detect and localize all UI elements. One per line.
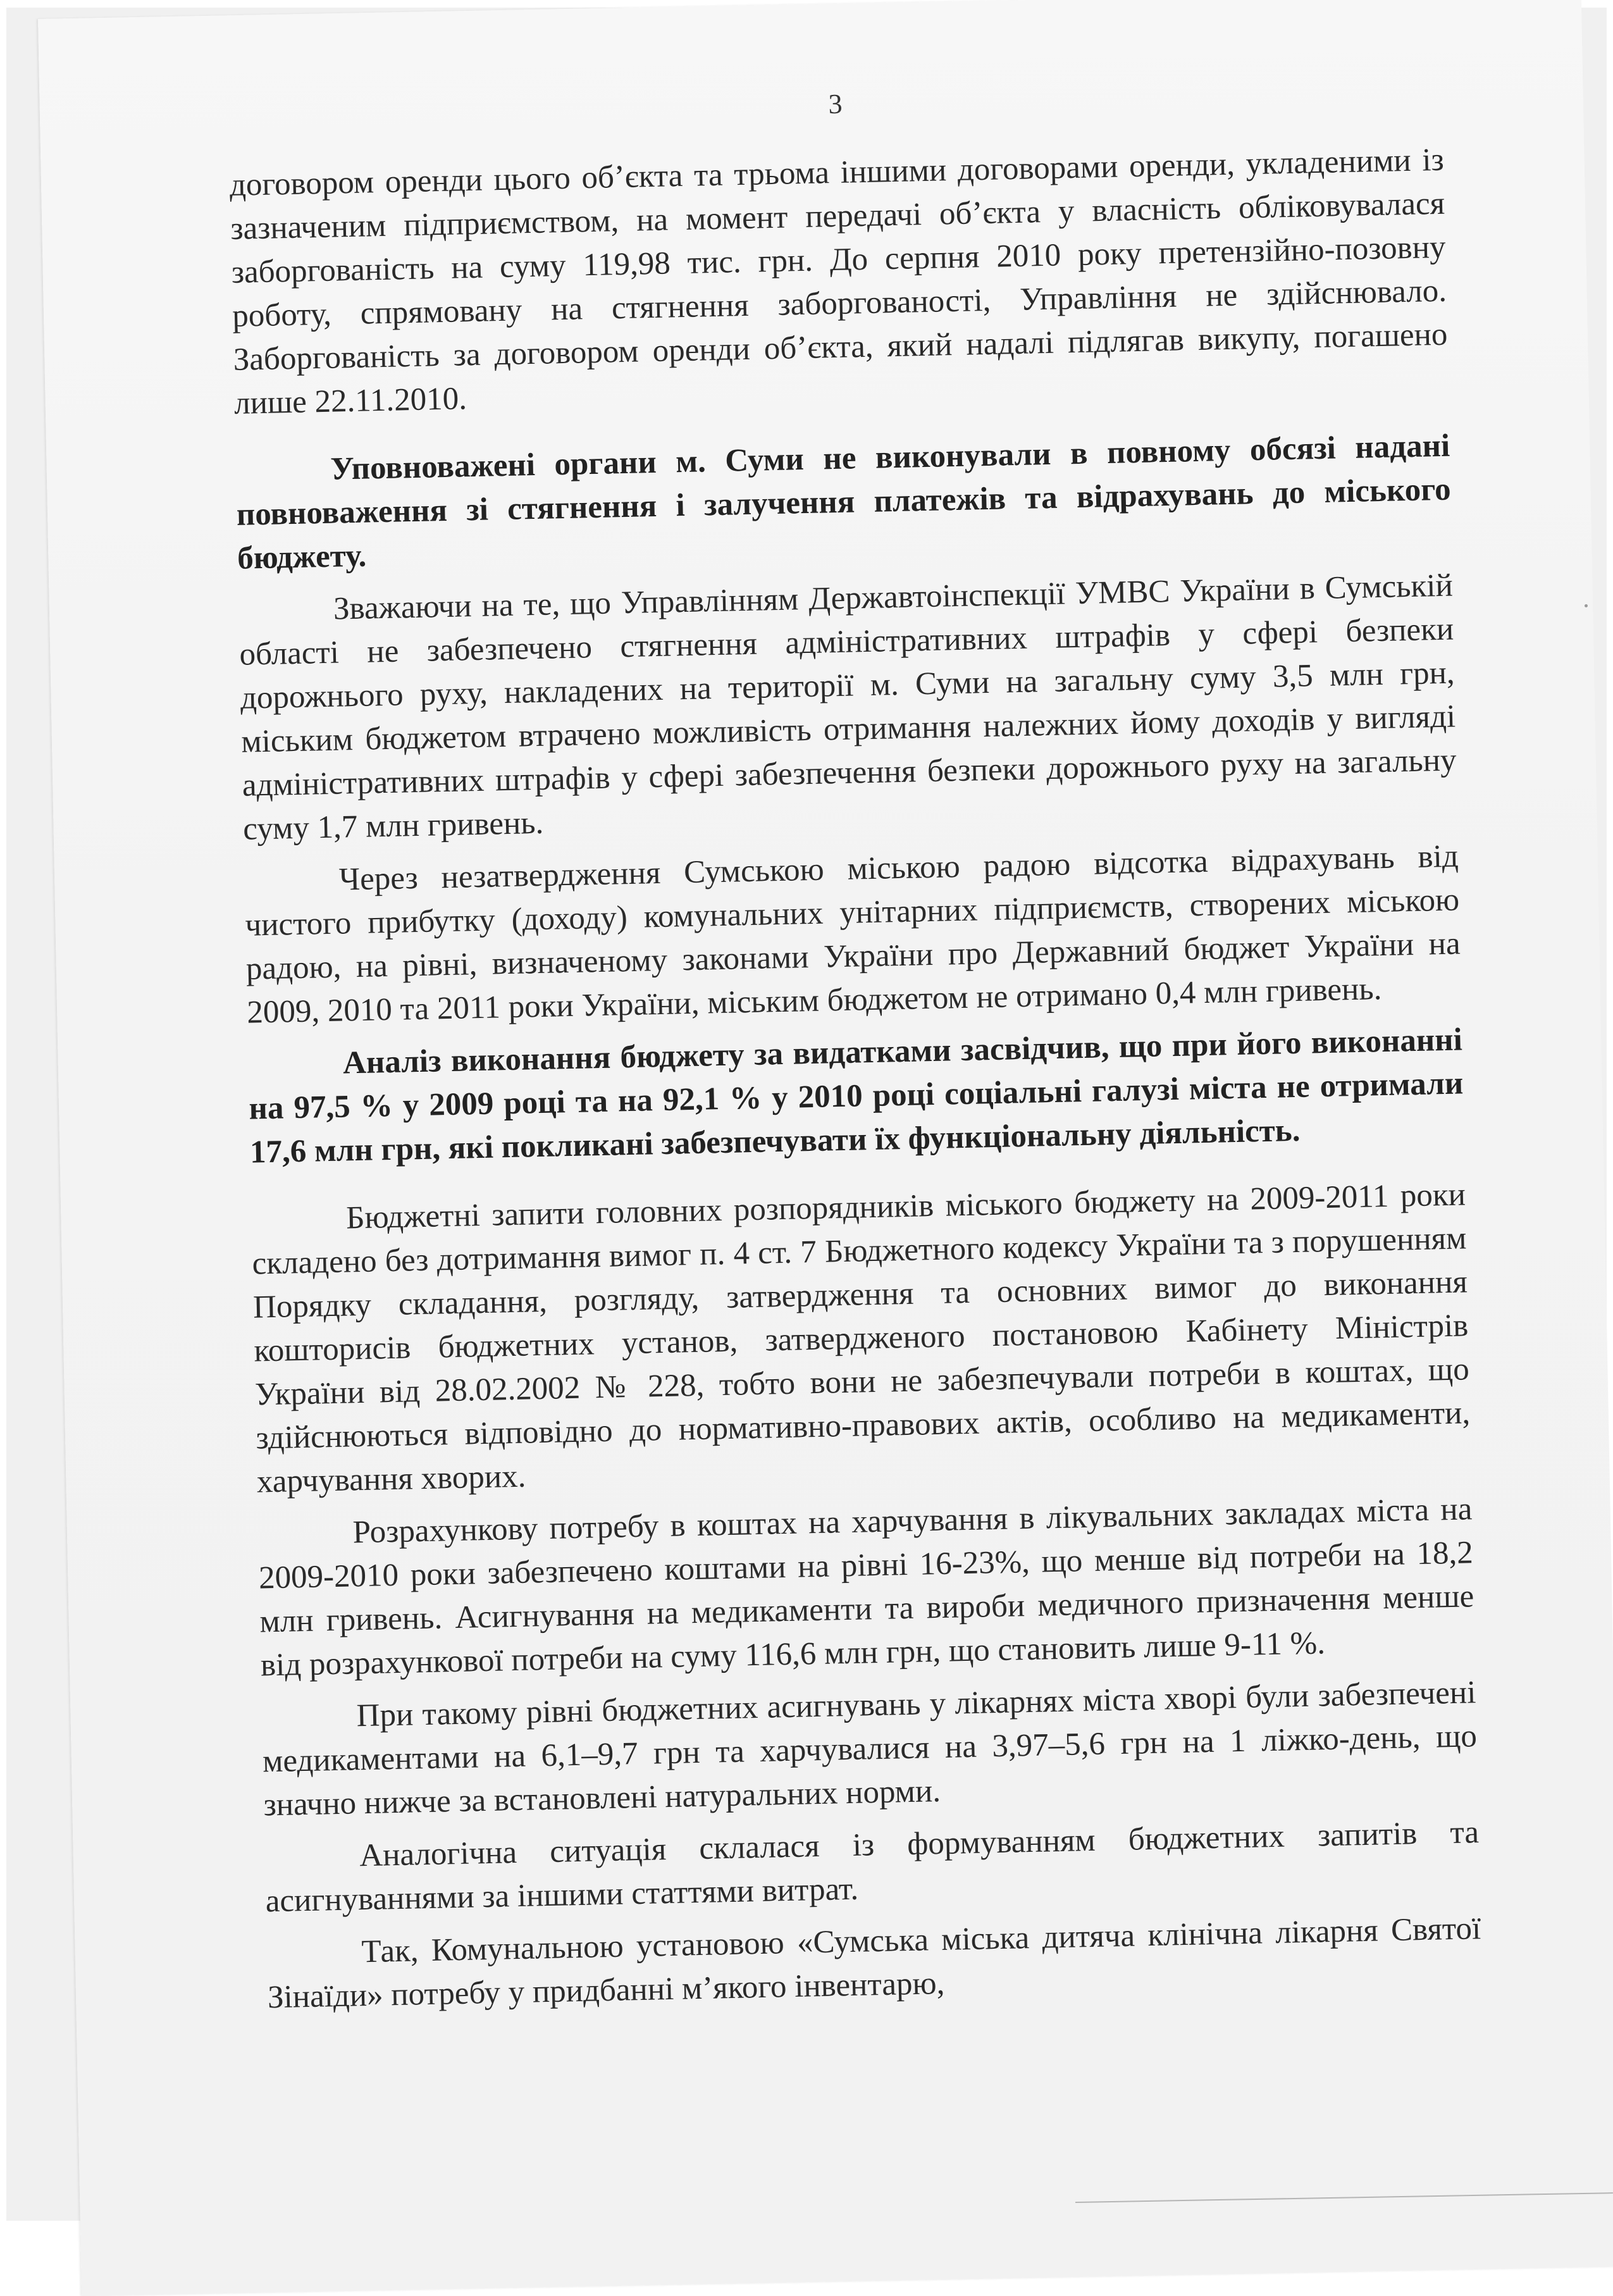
- paragraph-heading-expenditures: Аналіз виконання бюджету за видатками засвідчив, що при його виконанні на 97,5 % у 2009 році та на 92,1 % у 2010 році соціальні галузі міста не отримали 17,6 млн грн, які покликані забезпечувати їх функціональну діяльність.: [248, 1022, 1464, 1170]
- document-page: [228, 70, 1482, 2020]
- paragraph-hospital-allocations: При такому рівні бюджетних асигнувань у лікарнях міста хворі були забезпечені медикаментами на 6,1–9,7 грн та харчувалися на 3,97–5,6 грн на 1 ліжко-день, що значно нижче за встановлені натуральних норми.: [262, 1675, 1478, 1823]
- paragraph-traffic-fines: Зважаючи на те, що Управлінням Державтоінспекції УМВС України в Сумській області не забезпечено стягнення адміністративних штрафів у сфері безпеки дорожнього руху, накладених на території м. Суми на загальну суму 3,5 млн грн, міським бюджетом втрачено можливість отримання належних йому доходів у вигляді адміністративних штрафів у сфері забезпечення безпеки дорожнього руху на загальну суму 1,7 млн гривень.: [238, 568, 1457, 847]
- page-number: 3: [828, 88, 843, 120]
- paragraph-budget-requests: Бюджетні запити головних розпорядників міського бюджету на 2009-2011 роки складено без дотримання вимог п. 4 ст. 7 Бюджетного кодексу України та з порушенням Порядку складання, розгляду, затвердження та основних вимог до виконання кошторисів бюджетних установ, затвердженого постановою Кабінету Міністрів України від 28.02.2002 № 228, тобто вони не забезпечували потреби в коштах, що здійснюються відповідно до нормативно-правових актів, особливо на медикаменти, харчування хворих.: [252, 1177, 1471, 1500]
- paragraph-childrens-hospital: Так, Комунальною установою «Сумська міська дитяча клінічна лікарня Святої Зінаїди» потребу у придбанні м’якого інвентарю,: [267, 1911, 1481, 2016]
- paragraph-similar-situation: Аналогічна ситуація склалася із формуванням бюджетних запитів та асигнуваннями за іншими статтями витрат.: [265, 1815, 1480, 1920]
- paragraph-heading-authorities: Уповноважені органи м. Суми не виконували в повному обсязі надані повноваження зі стягнення і залучення платежів та відрахувань до міського бюджету.: [236, 428, 1452, 576]
- scan-speck: [1585, 604, 1588, 607]
- paragraph-food-medicine-needs: Розрахункову потребу в коштах на харчування в лікувальних закладах міста на 2009-2010 роки забезпечено коштами на рівні 16-23%, що менше від потреби на 18,2 млн гривень. Асигнування на медикаменти та вироби медичного призначення менше від розрахункової потреби на суму 116,6 млн грн, що становить лише 9-11 %.: [258, 1491, 1474, 1684]
- paragraph-debt-continuation: договором оренди цього об’єкта та трьома іншими договорами оренди, укладеними із зазначеним підприємством, на момент передачі об’єкта у власність обліковувалася заборгованість на суму 119,98 тис. грн. До серпня 2010 року претензійно-позовну роботу, спрямовану на стягнення заборгованості, Управління не здійснювало. Заборгованість за договором оренди об’єкта, який надалі підлягав викупу, погашено лише 22.11.2010.: [229, 142, 1448, 421]
- paragraph-profit-deductions: Через незатвердження Сумською міською радою відсотка відрахувань від чистого прибутку (доходу) комунальних унітарних підприємств, створених міською радою, на рівні, визначеному законами України про Державний бюджет України на 2009, 2010 та 2011 роки України, міським бюджетом не отримано 0,4 млн гривень.: [244, 838, 1461, 1031]
